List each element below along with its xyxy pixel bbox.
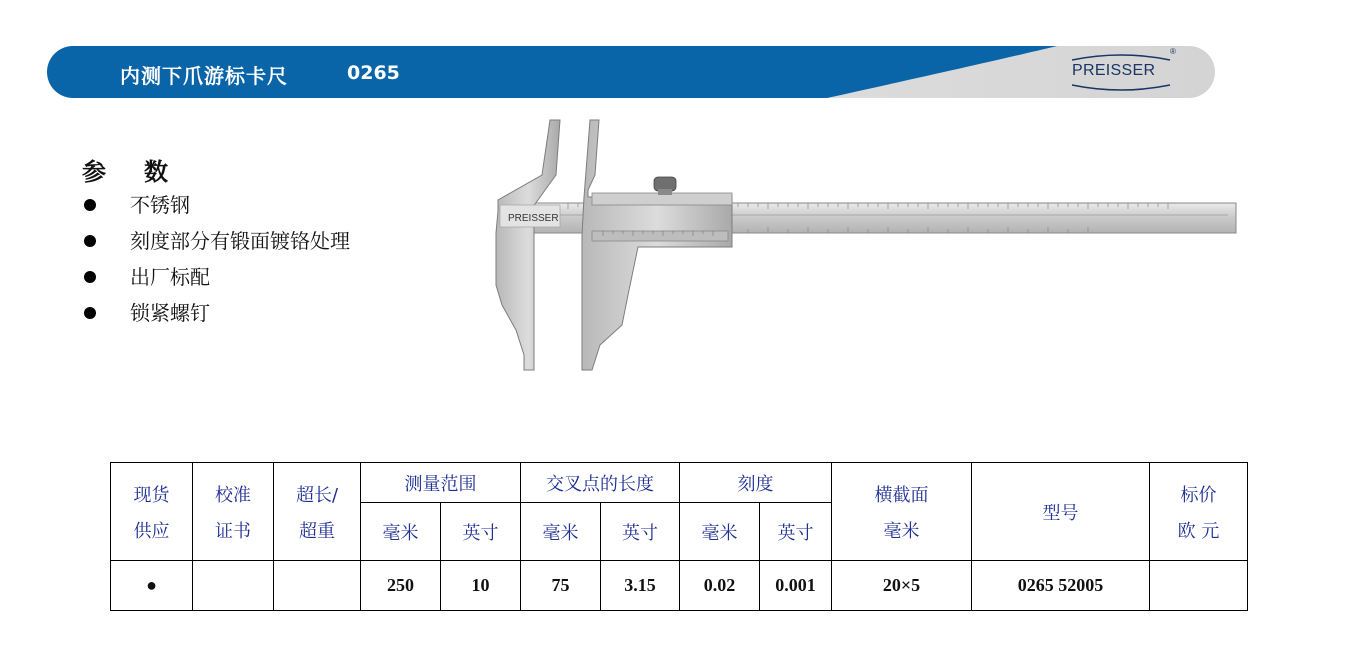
bullet-icon: [84, 307, 96, 319]
bullet-icon: [84, 271, 96, 283]
spec-item: 锁紧螺钉: [82, 296, 350, 332]
header-range-inch: 英寸: [441, 503, 521, 561]
cell-oversize: [274, 561, 361, 611]
cell-jaw-mm: 75: [521, 561, 601, 611]
spec-item: 出厂标配: [82, 260, 350, 296]
header-calibration: 校准 证书: [193, 463, 274, 561]
cell-stock: ●: [111, 561, 193, 611]
header-grad-mm: 毫米: [680, 503, 760, 561]
spec-item: 不锈钢: [82, 188, 350, 224]
header-range: 测量范围: [361, 463, 521, 503]
spec-list: [82, 188, 350, 332]
cell-grad-inch: 0.001: [760, 561, 832, 611]
bullet-icon: [84, 199, 96, 211]
header-price: 标价 欧 元: [1150, 463, 1248, 561]
spec-item: 刻度部分有锻面镀铬处理: [82, 224, 350, 260]
spec-table: [110, 462, 1248, 611]
header-jaw-length: 交叉点的长度: [521, 463, 680, 503]
cell-jaw-inch: 3.15: [601, 561, 680, 611]
cell-range-inch: 10: [441, 561, 521, 611]
brand-name: PREISSER: [1072, 62, 1156, 79]
header-jaw-inch: 英寸: [601, 503, 680, 561]
table-row: [111, 561, 1248, 611]
header-jaw-mm: 毫米: [521, 503, 601, 561]
product-code: 0265: [347, 62, 400, 84]
cell-grad-mm: 0.02: [680, 561, 760, 611]
header-oversize: 超长/ 超重: [274, 463, 361, 561]
cell-model: 0265 52005: [972, 561, 1150, 611]
cell-calibration: [193, 561, 274, 611]
caliper-image: [488, 115, 1248, 385]
header-range-mm: 毫米: [361, 503, 441, 561]
spec-heading: 参 数: [82, 157, 168, 186]
header-model: 型号: [972, 463, 1150, 561]
bullet-icon: [84, 235, 96, 247]
page-title: 内测下爪游标卡尺: [120, 64, 288, 88]
header-graduation: 刻度: [680, 463, 832, 503]
header-stock: 现货 供应: [111, 463, 193, 561]
tool-brand-label: PREISSER: [508, 213, 559, 224]
header-grad-inch: 英寸: [760, 503, 832, 561]
cell-price: [1150, 561, 1248, 611]
cell-cross-section: 20×5: [832, 561, 972, 611]
registered-mark: ®: [1170, 47, 1176, 56]
header-cross-section: 横截面 毫米: [832, 463, 972, 561]
cell-range-mm: 250: [361, 561, 441, 611]
